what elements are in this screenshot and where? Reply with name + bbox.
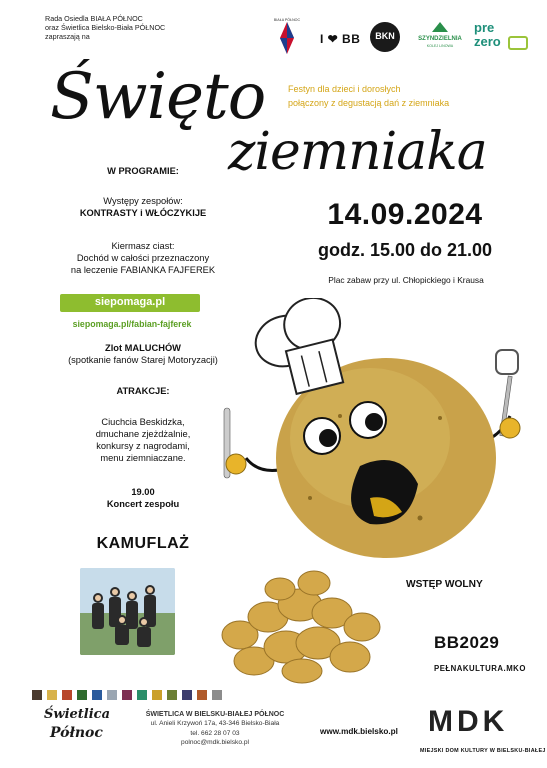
- bkn-logo: [370, 22, 400, 52]
- organizer-line-3: zapraszają na: [45, 32, 90, 41]
- pelna-kultura-logo: PEŁNAKULTURA.MKO: [434, 664, 526, 673]
- color-swatch: [47, 690, 57, 700]
- prezero-logo-bottom: zero: [474, 34, 501, 49]
- rally-line-1: Zlot MALUCHÓW: [105, 343, 181, 353]
- attraction-item: Ciuchcia Beskidzka,: [101, 417, 185, 427]
- attraction-item: konkursy z nagrodami,: [96, 441, 190, 451]
- attraction-item: menu ziemniaczane.: [100, 453, 186, 463]
- bkn-logo-text: BKN: [375, 31, 395, 41]
- siepomaga-badge-text[interactable]: siepomaga.pl: [94, 296, 166, 308]
- subtitle-line-2: połączony z degustacją dań z ziemniaka: [288, 98, 450, 108]
- bake-sale-line-2: Dochód w całości przeznaczony: [76, 253, 210, 263]
- color-swatch: [197, 690, 207, 700]
- sponsor-logos: [266, 18, 536, 58]
- mdk-logo-text: MDK: [428, 705, 509, 738]
- attraction-item: dmuchane zjeżdżalnie,: [95, 429, 191, 439]
- footer-contact: [130, 710, 300, 748]
- performances: [48, 195, 238, 219]
- swietlica-logo-line-2: Północ: [50, 725, 103, 741]
- footer-address: ul. Anieli Krzywoń 17a, 43-346 Bielsko-Biała: [150, 720, 280, 728]
- color-swatch: [32, 690, 42, 700]
- bake-sale-line-3: na leczenie FABIANKA FAJFEREK: [70, 265, 216, 275]
- rally-line-2: (spotkanie fanów Starej Motoryzacji): [68, 355, 218, 365]
- color-swatch: [182, 690, 192, 700]
- band-photo: [80, 568, 175, 655]
- attractions-heading: ATRAKCJE:: [116, 386, 170, 396]
- footer-email[interactable]: polnoc@mdk.bielsko.pl: [181, 739, 249, 747]
- prezero-logo-top: pre: [474, 20, 495, 35]
- color-swatch: [107, 690, 117, 700]
- szyndzielnia-logo: [412, 20, 468, 54]
- concert-label: Koncert zespołu: [106, 499, 180, 509]
- prezero-logo: [474, 20, 536, 54]
- biala-polnoc-logo: [266, 18, 308, 58]
- performances-label: Występy zespołów:: [103, 196, 183, 206]
- performances-value: KONTRASTY i WŁÓCZYKIJE: [79, 208, 207, 218]
- admission: WSTĘP WOLNY: [406, 579, 483, 590]
- band-name: KAMUFLAŻ: [96, 535, 190, 552]
- szyndzielnia-logo-text: SZYNDZIELNIA: [418, 36, 462, 42]
- mdk-logo: [428, 705, 518, 745]
- swietlica-logo-line-1: Świetlica: [44, 707, 111, 722]
- bake-sale: [48, 240, 238, 276]
- program-heading: W PROGRAMIE:: [107, 166, 179, 176]
- mdk-name: MIEJSKI DOM KULTURY W BIELSKU-BIAŁEJ: [420, 748, 546, 754]
- organizer-line-1: Rada Osiedla BIAŁA PÓŁNOC: [45, 14, 143, 23]
- mdk-website-link[interactable]: www.mdk.bielsko.pl: [320, 727, 398, 736]
- event-hours: godz. 15.00 do 21.00: [317, 240, 493, 260]
- siepomaga-link[interactable]: siepomaga.pl/fabian-fajferek: [72, 319, 192, 329]
- potato-pile: [210, 565, 395, 685]
- potato-mascot: [210, 298, 540, 568]
- subtitle-line-1: Festyn dla dzieci i dorosłych: [288, 84, 401, 94]
- title-line-1: Święto: [50, 60, 266, 134]
- color-strip: [32, 687, 227, 697]
- concert-time: 19.00: [131, 487, 155, 497]
- color-swatch: [152, 690, 162, 700]
- color-swatch: [122, 690, 132, 700]
- color-swatch: [62, 690, 72, 700]
- bb2029-logo: BB2029: [434, 633, 500, 652]
- color-swatch: [77, 690, 87, 700]
- organizers: [45, 14, 165, 41]
- i-love-bb-logo: I ❤ BB: [320, 32, 361, 46]
- biala-polnoc-logo-text: BIAŁA PÓŁNOC: [273, 18, 301, 22]
- organizer-line-2: oraz Świetlica Bielsko-Biała PÓŁNOC: [45, 23, 166, 32]
- szyndzielnia-logo-subtext: KOLEJ LINOWA: [426, 44, 454, 48]
- color-swatch: [212, 690, 222, 700]
- subtitle: [288, 82, 518, 110]
- footer-org-name: ŚWIETLICA W BIELSKU-BIAŁEJ PÓŁNOC: [145, 711, 285, 718]
- footer-phone: tel. 662 28 07 03: [190, 729, 240, 737]
- title-line-2: ziemniaka: [228, 122, 487, 182]
- bake-sale-line-1: Kiermasz ciast:: [111, 241, 175, 251]
- color-swatch: [167, 690, 177, 700]
- prezero-logo-mark: [508, 36, 528, 50]
- event-date: 14.09.2024: [327, 198, 483, 231]
- swietlica-logo: [44, 703, 116, 751]
- color-swatch: [137, 690, 147, 700]
- color-swatch: [92, 690, 102, 700]
- event-place: Plac zabaw przy ul. Chłopickiego i Krausa: [328, 275, 484, 285]
